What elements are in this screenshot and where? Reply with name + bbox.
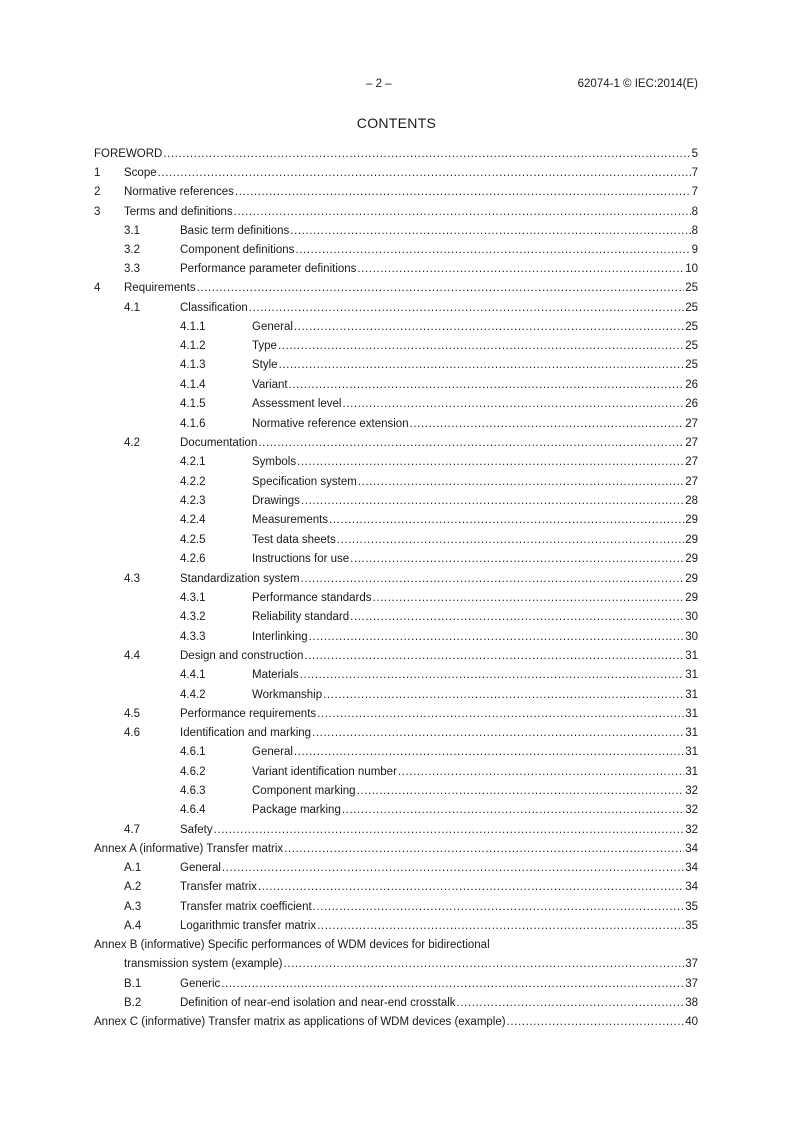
toc-entry-number: B.2 xyxy=(124,997,142,1010)
toc-entry-page: 34 xyxy=(685,862,698,875)
toc-entry-title: Variant identification number xyxy=(252,765,397,778)
toc-entry-page: 35 xyxy=(685,919,698,932)
toc-entry[interactable] xyxy=(94,898,698,917)
dot-leader xyxy=(398,763,684,782)
toc-entry-title: Classification xyxy=(180,301,248,314)
toc-entry-title: Transfer matrix xyxy=(180,881,257,894)
toc-entry-number: 4.1.5 xyxy=(180,398,206,411)
toc-entry[interactable] xyxy=(94,994,698,1013)
toc-entry-title: Requirements xyxy=(124,282,196,295)
toc-entry-page: 5 xyxy=(691,148,698,160)
toc-entry-title: Variant xyxy=(252,378,288,391)
toc-entry-title: Basic term definitions xyxy=(180,224,290,237)
toc-entry-title: Instructions for use xyxy=(252,553,350,566)
toc-entry-title: Package marking xyxy=(252,804,341,817)
dot-leader xyxy=(373,589,685,608)
toc-entry[interactable] xyxy=(94,666,698,685)
toc-entry-page: 40 xyxy=(685,1016,698,1029)
dot-leader xyxy=(294,318,684,337)
toc-entry-title: Test data sheets xyxy=(252,533,336,546)
toc-entry-title: Style xyxy=(252,359,278,372)
toc-entry-number: 4.4.1 xyxy=(180,669,206,682)
dot-leader xyxy=(309,628,685,647)
dot-leader xyxy=(357,260,684,279)
toc-entry-number: 1 xyxy=(94,167,101,180)
toc-entry-title: Normative references xyxy=(124,186,234,199)
toc-entry-number: 4.4 xyxy=(124,649,140,662)
toc-entry[interactable] xyxy=(94,821,698,840)
toc-entry-title: Assessment level xyxy=(252,398,342,411)
toc-entry-page: 29 xyxy=(685,591,698,604)
toc-entry[interactable] xyxy=(94,570,698,589)
toc-entry-number: 2 xyxy=(94,186,101,199)
toc-entry-page: 37 xyxy=(685,958,698,971)
toc-entry[interactable] xyxy=(94,222,698,241)
toc-entry-number: 4.4.2 xyxy=(180,688,206,701)
toc-entry[interactable] xyxy=(94,395,698,414)
toc-entry-page: 30 xyxy=(685,630,698,643)
toc-entry-number: 4.1 xyxy=(124,301,140,314)
toc-entry-title: Normative reference extension xyxy=(252,417,409,430)
toc-entry-number: 4.1.4 xyxy=(180,378,206,391)
dot-leader xyxy=(279,356,685,375)
dot-leader xyxy=(234,203,691,222)
toc-entry[interactable] xyxy=(94,628,698,647)
toc-entry-number: 4.2.6 xyxy=(180,553,206,566)
toc-entry-number: B.1 xyxy=(124,977,142,990)
toc-entry-page: 29 xyxy=(685,572,698,585)
toc-entry-title: Type xyxy=(252,340,277,353)
toc-entry[interactable] xyxy=(94,299,698,318)
toc-entry-number: 4.2.1 xyxy=(180,456,206,469)
toc-entry[interactable] xyxy=(94,743,698,762)
toc-entry[interactable] xyxy=(94,145,698,164)
dot-leader xyxy=(301,570,685,589)
toc-entry[interactable] xyxy=(94,782,698,801)
dot-leader xyxy=(313,898,685,917)
toc-entry-title: Interlinking xyxy=(252,630,308,643)
toc-entry-page: 10 xyxy=(685,263,698,276)
toc-entry-title: Standardization system xyxy=(180,572,300,585)
toc-entry-title: Annex A (informative) Transfer matrix xyxy=(94,843,284,856)
toc-entry-title: Component definitions xyxy=(180,243,295,256)
toc-entry-number: 4.3 xyxy=(124,572,140,585)
toc-entry-page: 32 xyxy=(685,785,698,798)
toc-entry-number: 4.6.4 xyxy=(180,804,206,817)
page-title: CONTENTS xyxy=(356,115,437,131)
toc-entry[interactable] xyxy=(94,473,698,492)
toc-entry[interactable] xyxy=(94,279,698,298)
dot-leader xyxy=(317,705,684,724)
toc-entry-number: 4.7 xyxy=(124,823,140,836)
dot-leader xyxy=(289,376,685,395)
toc-entry-title: Safety xyxy=(180,823,213,836)
toc-entry[interactable] xyxy=(94,724,698,743)
toc-entry[interactable] xyxy=(94,531,698,550)
toc-entry-title: Logarithmic transfer matrix xyxy=(180,919,317,932)
dot-leader xyxy=(301,492,684,511)
toc-entry[interactable] xyxy=(94,686,698,705)
toc-entry-title: Annex B (informative) Specific performances of WDM devices for bidirectional xyxy=(94,938,490,951)
toc-entry-number: A.2 xyxy=(124,881,142,894)
toc-entry[interactable] xyxy=(94,356,698,375)
toc-entry-number: A.4 xyxy=(124,919,142,932)
dot-leader xyxy=(410,415,685,434)
toc-entry-page: 27 xyxy=(685,456,698,469)
toc-entry-number: 4.6.3 xyxy=(180,785,206,798)
toc-entry-number: 4.6.2 xyxy=(180,765,206,778)
dot-leader xyxy=(507,1013,685,1032)
dot-leader xyxy=(342,801,684,820)
dot-leader xyxy=(294,743,684,762)
toc-entry-page: 26 xyxy=(685,378,698,391)
toc-entry-title: Specification system xyxy=(252,475,357,488)
toc-entry-page: 38 xyxy=(685,997,698,1010)
dot-leader xyxy=(158,164,691,183)
toc-entry-page: 28 xyxy=(685,495,698,507)
toc-entry-title: General xyxy=(252,746,293,759)
toc-entry-page: 9 xyxy=(691,243,698,256)
dot-leader xyxy=(357,782,685,801)
toc-entry-title: Component marking xyxy=(252,785,356,798)
toc-entry-page: 31 xyxy=(685,688,698,701)
toc-entry-page: 25 xyxy=(685,359,698,372)
toc-entry-title: Documentation xyxy=(180,437,258,450)
toc-entry-number: 3.1 xyxy=(124,224,140,237)
toc-entry-page: 29 xyxy=(685,553,698,566)
toc-entry[interactable] xyxy=(94,936,698,975)
dot-leader xyxy=(457,994,685,1013)
toc-entry-page: 7 xyxy=(691,167,698,180)
toc-entry-number: 4.3.1 xyxy=(180,591,206,604)
toc-entry-page: 30 xyxy=(685,611,698,624)
toc-entry-number: 4.1.6 xyxy=(180,417,206,430)
toc-entry-title: Definition of near-end isolation and near-end crosstalk xyxy=(180,997,456,1010)
toc-entry-title: Scope xyxy=(124,167,157,180)
toc-entry-page: 25 xyxy=(685,301,698,314)
toc-entry[interactable] xyxy=(94,550,698,569)
toc-entry[interactable] xyxy=(94,203,698,222)
toc-entry[interactable] xyxy=(94,589,698,608)
toc-entry-number: 4.2.2 xyxy=(180,475,206,488)
dot-leader xyxy=(312,724,684,743)
page-number: – 2 – xyxy=(366,78,392,90)
toc-entry-title: General xyxy=(180,862,221,875)
toc-entry[interactable] xyxy=(94,1013,698,1032)
toc-entry[interactable] xyxy=(94,434,698,453)
toc-entry-page: 34 xyxy=(685,843,698,856)
toc-entry-title: Workmanship xyxy=(252,688,323,701)
dot-leader xyxy=(358,473,684,492)
dot-leader xyxy=(329,511,684,530)
toc-entry-page: 27 xyxy=(685,417,698,430)
toc-entry-page: 27 xyxy=(685,437,698,450)
toc-entry[interactable] xyxy=(94,453,698,472)
dot-leader xyxy=(222,859,684,878)
toc-entry[interactable] xyxy=(94,917,698,936)
toc-entry-number: 4.1.1 xyxy=(180,320,206,333)
dot-leader xyxy=(163,145,690,164)
toc-entry-title: Measurements xyxy=(252,514,329,527)
toc-entry-title: Annex C (informative) Transfer matrix as applications of WDM devices (example) xyxy=(94,1016,506,1029)
toc-entry-page: 25 xyxy=(685,282,698,295)
toc-entry-title: Drawings xyxy=(252,495,300,507)
dot-leader xyxy=(235,183,691,202)
toc-entry-page: 25 xyxy=(685,340,698,353)
toc-entry-number: 4 xyxy=(94,282,101,295)
toc-entry-page: 26 xyxy=(685,398,698,411)
toc-entry-number: 4.6 xyxy=(124,727,140,740)
toc-entry-page: 25 xyxy=(685,320,698,333)
toc-entry-page: 31 xyxy=(685,765,698,778)
toc-entry-title: Performance parameter definitions xyxy=(180,263,357,276)
toc-entry-page: 29 xyxy=(685,514,698,527)
toc-entry-title: Performance standards xyxy=(252,591,372,604)
toc-entry-page: 31 xyxy=(685,727,698,740)
toc-entry[interactable] xyxy=(94,376,698,395)
dot-leader xyxy=(297,453,684,472)
toc-entry-title: Symbols xyxy=(252,456,297,469)
table-of-contents xyxy=(94,145,698,1033)
toc-entry-page: 8 xyxy=(691,205,698,218)
toc-entry-number: A.3 xyxy=(124,900,142,913)
toc-entry-number: 4.2.3 xyxy=(180,495,206,507)
toc-entry-number: 4.2.4 xyxy=(180,514,206,527)
toc-entry[interactable] xyxy=(94,801,698,820)
toc-entry-page: 29 xyxy=(685,533,698,546)
toc-entry-number: 4.6.1 xyxy=(180,746,206,759)
toc-entry-number: 3 xyxy=(94,205,101,218)
toc-entry-number: 3.2 xyxy=(124,243,140,256)
toc-entry-title: Reliability standard xyxy=(252,611,350,624)
toc-entry-page: 8 xyxy=(691,224,698,237)
toc-entry-page: 31 xyxy=(685,746,698,759)
toc-entry-number: 4.3.2 xyxy=(180,611,206,624)
toc-entry-page: 34 xyxy=(685,881,698,894)
toc-entry[interactable] xyxy=(94,840,698,859)
dot-leader xyxy=(337,531,684,550)
toc-entry[interactable] xyxy=(94,608,698,627)
toc-entry[interactable] xyxy=(94,975,698,994)
toc-entry-page: 32 xyxy=(685,823,698,836)
toc-entry-title: Generic xyxy=(180,977,221,990)
dot-leader xyxy=(290,222,690,241)
dot-leader xyxy=(258,878,684,897)
toc-entry-number: A.1 xyxy=(124,862,142,875)
dot-leader xyxy=(221,975,684,994)
dot-leader xyxy=(278,337,684,356)
dot-leader xyxy=(350,608,684,627)
toc-entry-title: General xyxy=(252,320,293,333)
dot-leader xyxy=(300,666,685,685)
toc-entry[interactable] xyxy=(94,164,698,183)
toc-entry-number: 4.1.3 xyxy=(180,359,206,372)
toc-entry[interactable] xyxy=(94,878,698,897)
toc-entry-page: 37 xyxy=(685,977,698,990)
toc-entry-page: 31 xyxy=(685,669,698,682)
toc-entry-page: 32 xyxy=(685,804,698,817)
toc-entry[interactable] xyxy=(94,763,698,782)
toc-entry[interactable] xyxy=(94,647,698,666)
toc-entry-page: 35 xyxy=(685,900,698,913)
toc-entry[interactable] xyxy=(94,511,698,530)
dot-leader xyxy=(214,821,685,840)
toc-entry[interactable] xyxy=(94,705,698,724)
dot-leader xyxy=(317,917,684,936)
toc-entry-title-continuation: transmission system (example) xyxy=(124,958,283,971)
toc-entry[interactable] xyxy=(94,859,698,878)
dot-leader xyxy=(323,686,684,705)
toc-entry[interactable] xyxy=(94,241,698,260)
dot-leader xyxy=(283,955,684,974)
toc-entry-number: 3.3 xyxy=(124,263,140,276)
toc-entry-number: 4.3.3 xyxy=(180,630,206,643)
dot-leader xyxy=(284,840,684,859)
toc-entry-title: Materials xyxy=(252,669,299,682)
toc-entry[interactable] xyxy=(94,337,698,356)
toc-entry-title: Performance requirements xyxy=(180,707,317,720)
dot-leader xyxy=(295,241,690,260)
toc-entry-title: FOREWORD xyxy=(94,148,163,160)
dot-leader xyxy=(197,279,685,298)
dot-leader xyxy=(249,299,684,318)
dot-leader xyxy=(258,434,684,453)
toc-entry[interactable] xyxy=(94,492,698,511)
toc-entry-title: Design and construction xyxy=(180,649,304,662)
toc-entry-title: Identification and marking xyxy=(180,727,312,740)
dot-leader xyxy=(350,550,684,569)
toc-entry[interactable] xyxy=(94,318,698,337)
toc-entry-number: 4.2.5 xyxy=(180,533,206,546)
toc-entry-title: Transfer matrix coefficient xyxy=(180,900,312,913)
toc-entry-page: 27 xyxy=(685,475,698,488)
dot-leader xyxy=(304,647,684,666)
toc-entry-title: Terms and definitions xyxy=(124,205,233,218)
toc-entry-page: 7 xyxy=(691,186,698,199)
toc-entry-number: 4.5 xyxy=(124,707,140,720)
dot-leader xyxy=(342,395,684,414)
toc-entry-page: 31 xyxy=(685,649,698,662)
standard-reference: 62074-1 © IEC:2014(E) xyxy=(577,78,698,90)
toc-entry-page: 31 xyxy=(685,707,698,720)
toc-entry[interactable] xyxy=(94,415,698,434)
toc-entry[interactable] xyxy=(94,260,698,279)
toc-entry[interactable] xyxy=(94,183,698,202)
toc-entry-number: 4.1.2 xyxy=(180,340,206,353)
toc-entry-number: 4.2 xyxy=(124,437,140,450)
